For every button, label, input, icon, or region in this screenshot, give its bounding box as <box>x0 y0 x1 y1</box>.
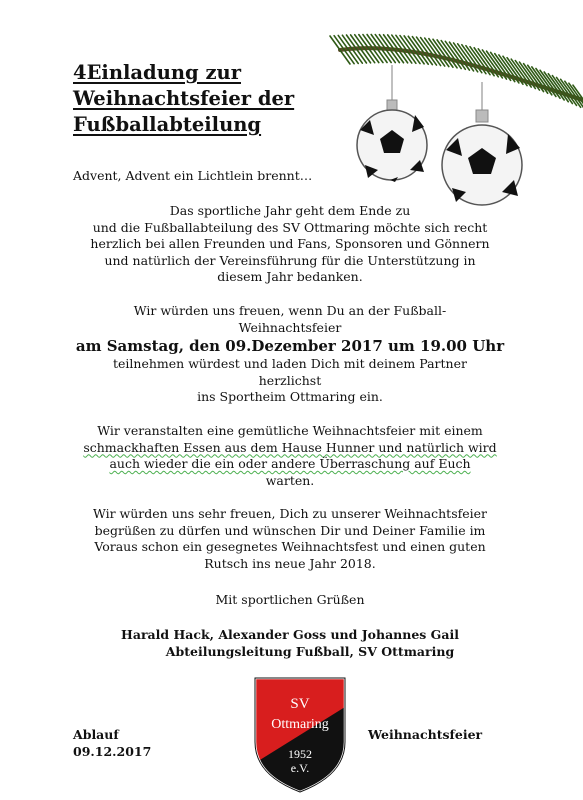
paragraph-invitation <box>40 303 540 406</box>
text-line: begrüßen zu dürfen und wünschen Dir und Deiner Familie im <box>94 522 486 538</box>
signature-names: Harald Hack, Alexander Goss und Johannes Gail <box>121 627 459 642</box>
event-date: am Samstag, den 09.Dezember 2017 um 19.00 Uhr <box>75 337 505 355</box>
paragraph-thanks <box>40 203 540 286</box>
signature <box>40 627 540 660</box>
footer-right <box>368 727 482 744</box>
text-line: Rutsch ins neue Jahr 2018. <box>204 555 376 571</box>
paragraph-dinner <box>40 423 540 489</box>
text-line: und natürlich der Vereinsführung für die Unterstützung in <box>104 252 476 268</box>
footer-label: Ablauf <box>73 727 119 742</box>
title-line-2: Weihnachtsfeier der <box>73 87 295 110</box>
text-line: Das sportliche Jahr geht dem Ende zu <box>169 203 411 218</box>
text-line: diesem Jahr bedanken. <box>217 269 363 284</box>
intro-line: Advent, Advent ein Lichtlein brennt… <box>73 168 313 183</box>
title-line-1: 4Einladung zur <box>73 61 241 84</box>
text-line: Voraus schon ein gesegnetes Weihnachtsfest und einen guten <box>94 539 486 554</box>
text-line: Weihnachtsfeier <box>238 319 342 335</box>
text-line: Wir würden uns sehr freuen, Dich zu unserer Weihnachtsfeier <box>92 506 488 521</box>
text-line: herzlich bei allen Freunden und Fans, Sponsoren und Gönnern <box>90 236 490 251</box>
text-line: auch wieder die ein oder andere Überraschung auf Euch <box>109 456 471 471</box>
text-line: und die Fußballabteilung des SV Ottmaring möchte sich recht <box>92 219 488 235</box>
soccer-ball-ornament-icon <box>357 65 522 205</box>
logo-name: Ottmaring <box>271 717 329 732</box>
logo-sv: SV <box>290 696 310 712</box>
logo-year: 1952 <box>288 747 312 761</box>
footer-event-label: Weihnachtsfeier <box>368 727 483 742</box>
page-title <box>73 60 323 138</box>
footer-left <box>73 727 151 760</box>
text-line: Wir veranstalten eine gemütliche Weihnachtsfeier mit einem <box>97 423 483 438</box>
paragraph-wishes <box>40 506 540 572</box>
signature-role: Abteilungsleitung Fußball, SV Ottmaring <box>165 643 455 659</box>
text-line: schmackhaften Essen aus dem Hause Hunner und natürlich wird <box>83 439 497 455</box>
text-line: herzlichst <box>258 372 322 388</box>
title-line-3: Fußballabteilung <box>73 113 262 136</box>
text-line: ins Sportheim Ottmaring ein. <box>197 389 383 404</box>
club-logo <box>247 672 353 796</box>
greeting: Mit sportlichen Grüßen <box>215 592 365 607</box>
text-line: warten. <box>265 472 315 488</box>
footer-date: 09.12.2017 <box>73 743 152 759</box>
logo-suffix: e.V. <box>290 761 310 775</box>
text-line: Wir würden uns freuen, wenn Du an der Fußball- <box>133 303 447 318</box>
text-line: teilnehmen würdest und laden Dich mit deinem Partner <box>113 356 467 371</box>
